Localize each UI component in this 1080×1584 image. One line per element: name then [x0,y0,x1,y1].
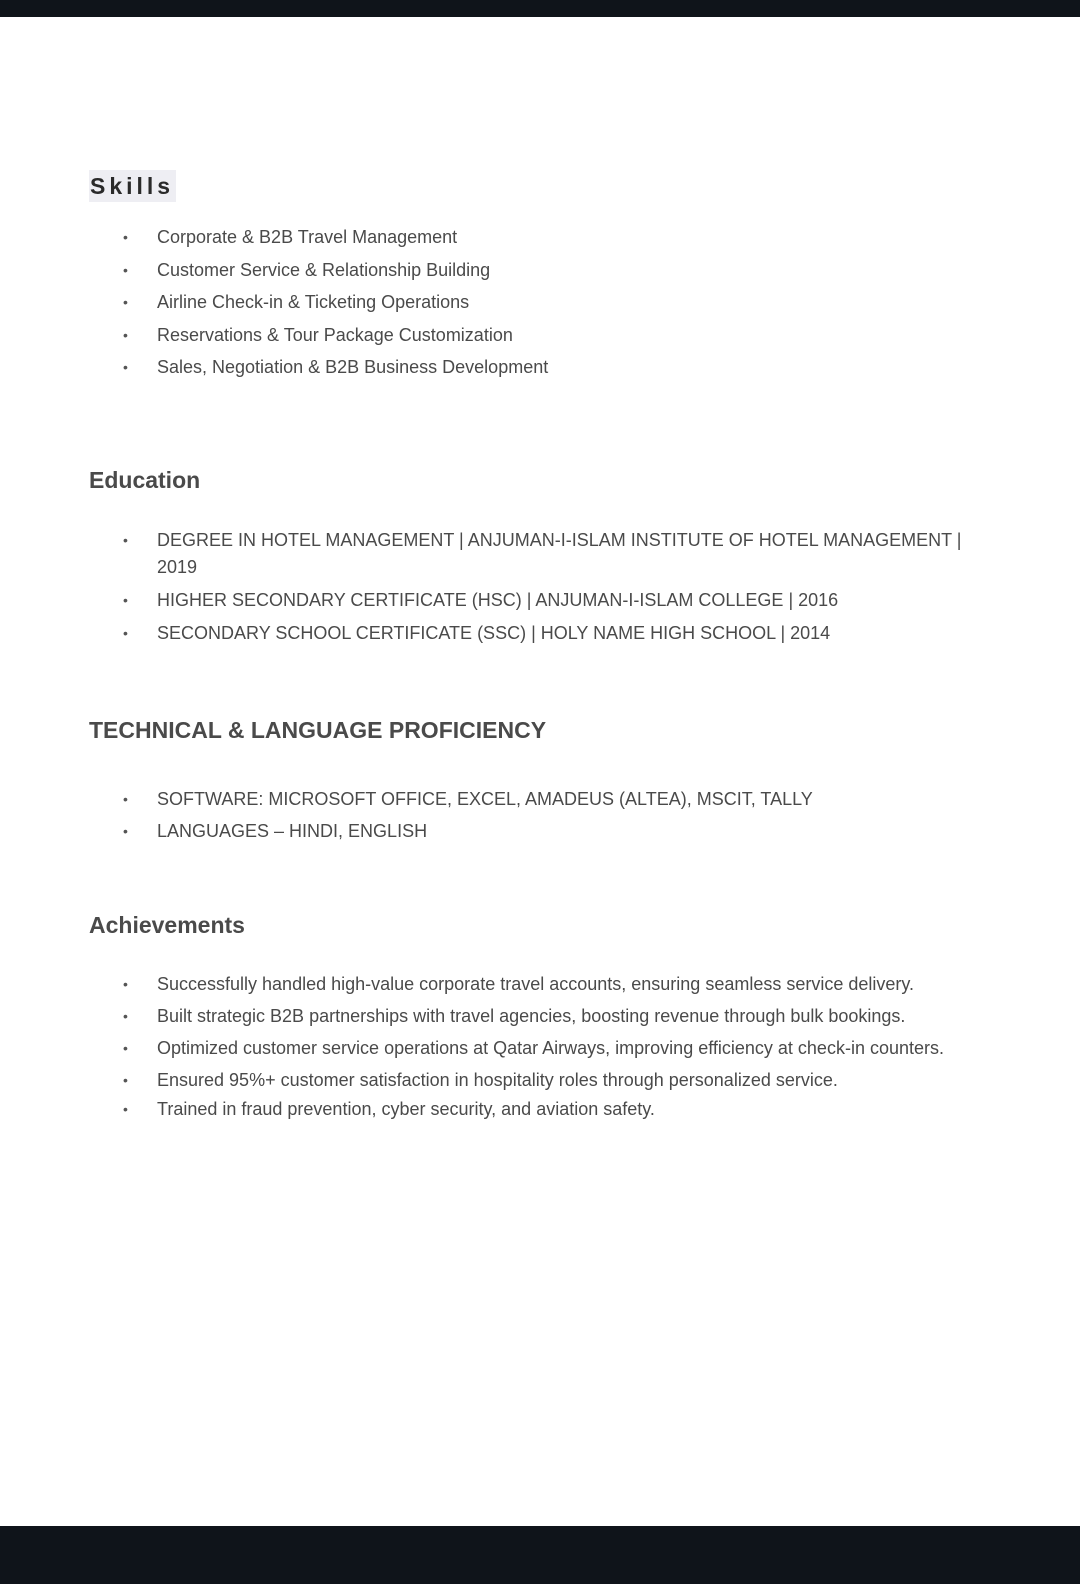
skills-heading: Skills [89,170,176,202]
list-item: • LANGUAGES – HINDI, ENGLISH [0,815,1080,847]
bullet-icon: • [123,326,128,343]
bullet-icon: • [123,532,128,548]
education-heading: Education [89,467,201,493]
list-item: • Corporate & B2B Travel Management [0,221,1080,254]
bottom-navigation-bar [0,1526,1080,1584]
list-item: • Reservations & Tour Package Customization [0,319,1080,352]
bullet-icon: • [123,1072,128,1088]
bullet-icon: • [123,359,128,375]
bullet-icon: • [123,823,128,839]
list-item: • SOFTWARE: MICROSOFT OFFICE, EXCEL, AMADEUS (ALTEA), MSCIT, TALLY [0,783,1080,815]
list-item: • DEGREE IN HOTEL MANAGEMENT | ANJUMAN-I-ISLAM INSTITUTE OF HOTEL MANAGEMENT | 2019 [0,527,1080,581]
education-list [0,527,1080,653]
skills-list [0,221,1080,384]
list-item: • Customer Service & Relationship Building [0,254,1080,287]
top-status-bar [0,0,1080,17]
list-item: • Optimized customer service operations at Qatar Airways, improving efficiency at check-in counters. [0,1035,1080,1061]
bullet-icon: • [123,976,128,992]
list-item: • Airline Check-in & Ticketing Operations [0,286,1080,319]
list-item: • SECONDARY SCHOOL CERTIFICATE (SSC) | HOLY NAME HIGH SCHOOL | 2014 [0,620,1080,647]
list-item: • Sales, Negotiation & B2B Business Development [0,351,1080,384]
bullet-icon: • [123,1101,128,1117]
technical-heading: TECHNICAL & LANGUAGE PROFICIENCY [89,717,547,743]
list-item: • Successfully handled high-value corporate travel accounts, ensuring seamless service delivery. [0,971,1080,997]
list-item: • Trained in fraud prevention, cyber security, and aviation safety. [0,1096,1080,1122]
list-item: • Built strategic B2B partnerships with travel agencies, boosting revenue through bulk bookings. [0,1003,1080,1029]
bullet-icon: • [123,261,128,278]
bullet-icon: • [123,791,128,807]
resume-page [0,17,1080,1526]
bullet-icon: • [123,1008,128,1024]
bullet-icon: • [123,592,128,608]
bullet-icon: • [123,229,128,245]
bullet-icon: • [123,625,128,641]
list-item: • HIGHER SECONDARY CERTIFICATE (HSC) | ANJUMAN-I-ISLAM COLLEGE | 2016 [0,587,1080,614]
achievements-heading: Achievements [89,912,245,938]
technical-list [0,783,1080,847]
achievements-list [0,971,1080,1128]
bullet-icon: • [123,1040,128,1056]
bullet-icon: • [123,294,128,310]
list-item: • Ensured 95%+ customer satisfaction in hospitality roles through personalized service. [0,1067,1080,1093]
